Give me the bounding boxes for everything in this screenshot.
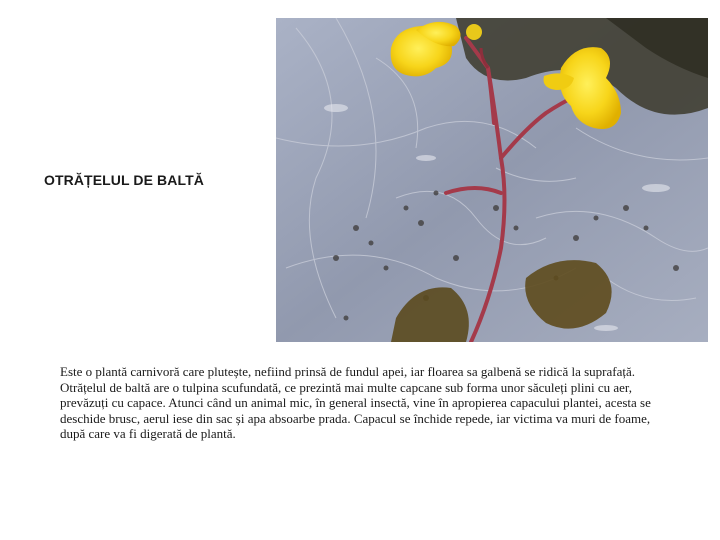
slide-title: OTRĂȚELUL DE BALTĂ bbox=[44, 172, 204, 188]
slide-body-text: Este o plantă carnivoră care plutește, nefiind prinsă de fundul apei, iar floarea sa galbenă se ridică la suprafață. Otrățelul de baltă are o tulpina scufundată, ce prezintă mai multe capcane sub forma unor săculeți plini cu aer, prevăzuți cu capace. Atunci când un animal mic, în general insectă, vine în apropierea capacului plantei, acesta se deschide brusc, aerul iese din sac și apa absoarbe prada. Capacul se închide repede, iar victima va muri de foame, după care va fi digerată de plantă. bbox=[60, 364, 651, 442]
plant-photo bbox=[276, 18, 708, 342]
